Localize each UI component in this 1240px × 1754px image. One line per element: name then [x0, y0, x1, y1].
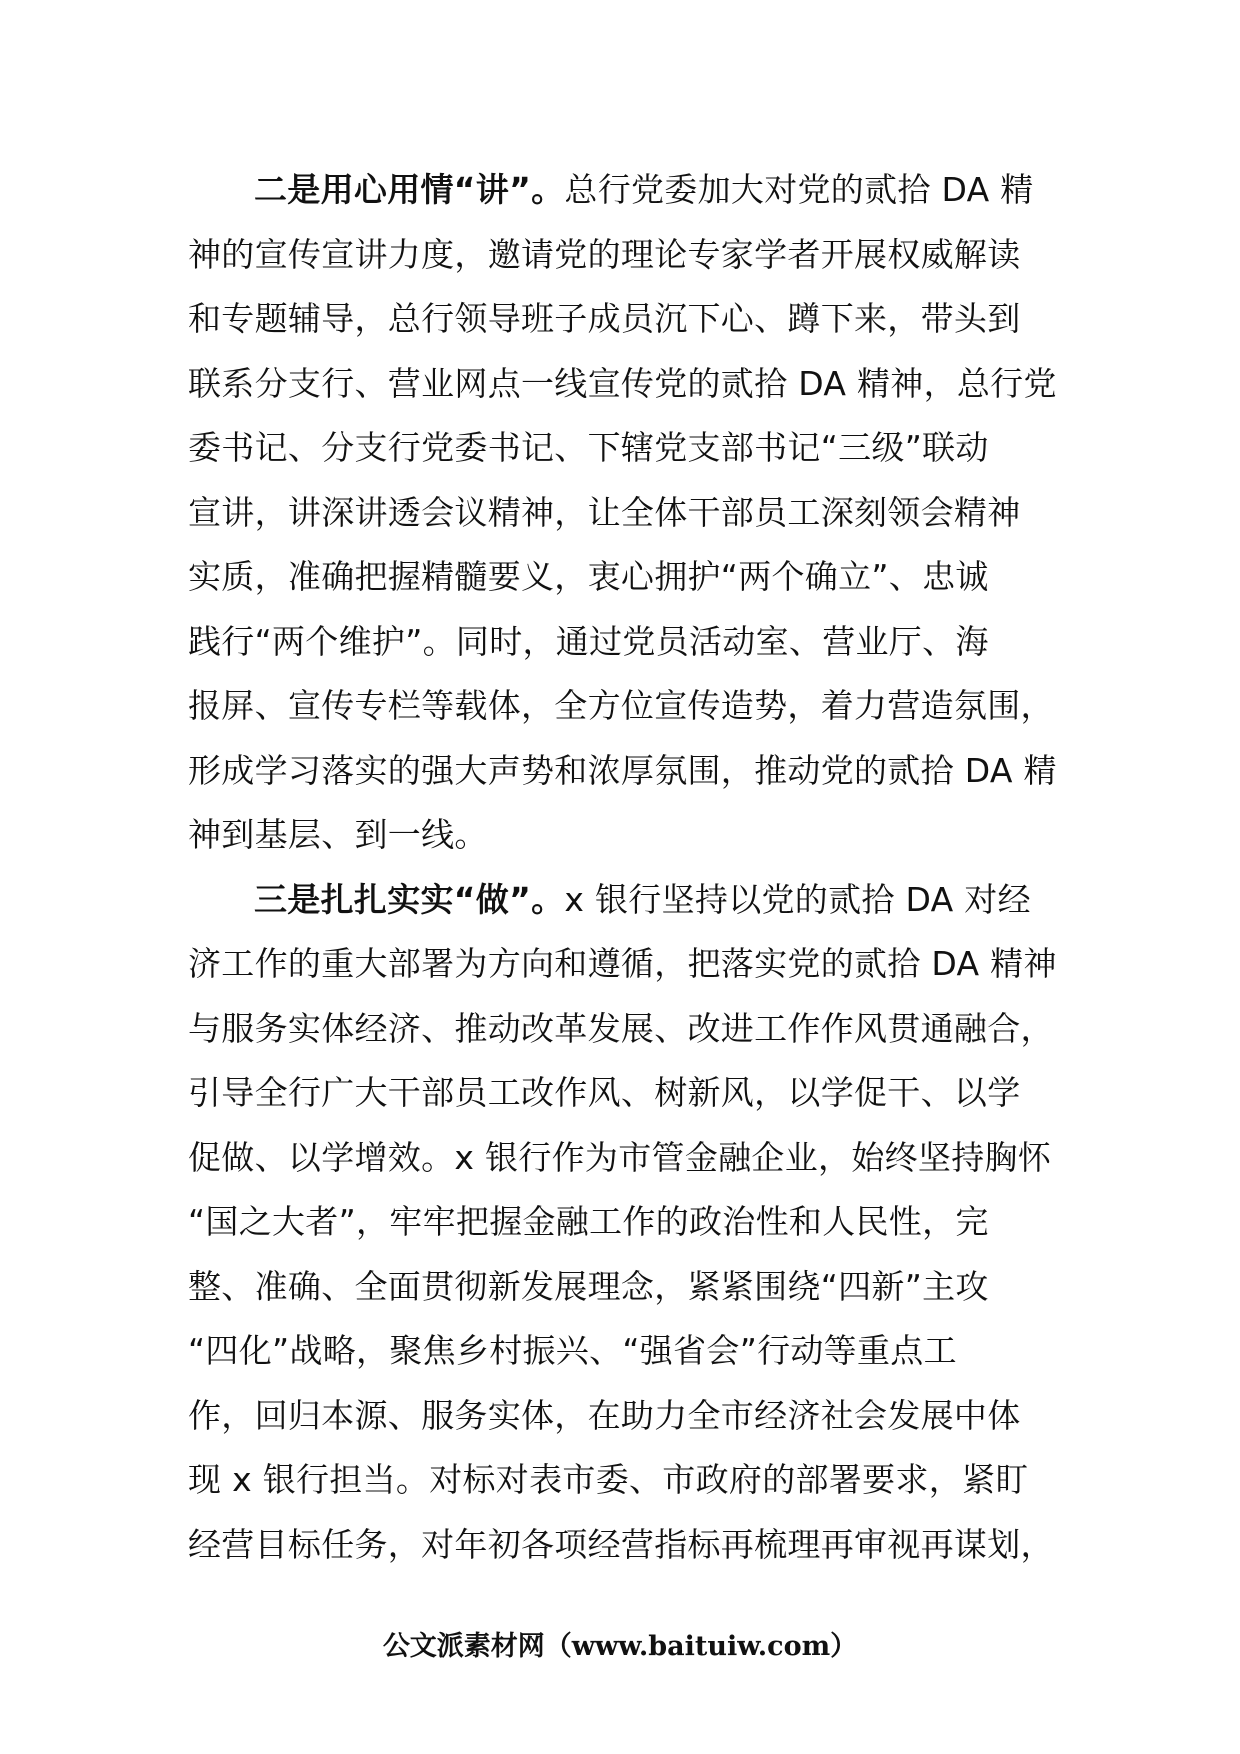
paragraph-2-line-6: “国之大者”，牢牢把握金融工作的政治性和人民性，完 — [188, 1202, 989, 1241]
paragraph-2-line-2: 济工作的重大部署为方向和遵循，把落实党的贰拾 DA 精神 — [188, 944, 1057, 983]
body-text — [188, 158, 1060, 1577]
paragraph-1-line-1 — [188, 158, 1060, 223]
paragraph-1-line-5: 委书记、分支行党委书记、下辖党支部书记“三级”联动 — [188, 428, 989, 467]
paragraph-1-line-11: 神到基层、到一线。 — [188, 815, 488, 854]
paragraph-2-lead: 三是扎扎实实“做”。 — [254, 879, 565, 919]
paragraph-2-line-9: 作，回归本源、服务实体，在助力全市经济社会发展中体 — [188, 1395, 1021, 1435]
paragraph-2-line-7: 整、准确、全面贯彻新发展理念，紧紧围绕“四新”主攻 — [188, 1266, 989, 1306]
paragraph-2-line-10: 现 x 银行担当。对标对表市委、市政府的部署要求，紧盯 — [188, 1460, 1029, 1499]
paragraph-1-line-7: 实质，准确把握精髓要义，衷心拥护“两个确立”、忠诚 — [188, 557, 989, 596]
paragraph-1-line-9: 报屏、宣传专栏等载体，全方位宣传造势，着力营造氛围， — [188, 686, 1054, 725]
paragraph-1-lead: 二是用心用情“讲”。 — [254, 170, 565, 209]
paragraph-2-line-5: 促做、以学增效。x 银行作为市管金融企业，始终坚持胸怀 — [188, 1137, 1052, 1177]
paragraph-2-line-8: “四化”战略，聚焦乡村振兴、“强省会”行动等重点工 — [188, 1331, 957, 1370]
paragraph-1-line-6: 宣讲，讲深讲透会议精神，让全体干部员工深刻领会精神 — [188, 492, 1021, 532]
paragraph-1-line-4: 联系分支行、营业网点一线宣传党的贰拾 DA 精神，总行党 — [188, 363, 1057, 403]
footer-watermark-text: 公文派素材网（www.baituiw.com） — [382, 1631, 858, 1662]
paragraph-1-line-2: 神的宣传宣讲力度，邀请党的理论专家学者开展权威解读 — [188, 234, 1021, 274]
paragraph-1-line-10: 形成学习落实的强大声势和浓厚氛围，推动党的贰拾 DA 精 — [188, 750, 1057, 790]
paragraph-1-line-8: 践行“两个维护”。同时，通过党员活动室、营业厅、海 — [188, 621, 989, 661]
paragraph-2-line-1 — [188, 868, 1060, 933]
paragraph-2-line-11: 经营目标任务，对年初各项经营指标再梳理再审视再谋划， — [188, 1524, 1054, 1564]
paragraph-1-line-3: 和专题辅导，总行领导班子成员沉下心、蹲下来，带头到 — [188, 299, 1021, 338]
paragraph-2-first-line: x 银行坚持以党的贰拾 DA 对经 — [564, 879, 1031, 919]
paragraph-2-line-4: 引导全行广大干部员工改作风、树新风，以学促干、以学 — [188, 1073, 1021, 1112]
paragraph-1-first-line: 总行党委加大对党的贰拾 DA 精 — [564, 170, 1034, 209]
paragraph-2-line-3: 与服务实体经济、推动改革发展、改进工作作风贯通融合， — [188, 1008, 1054, 1048]
